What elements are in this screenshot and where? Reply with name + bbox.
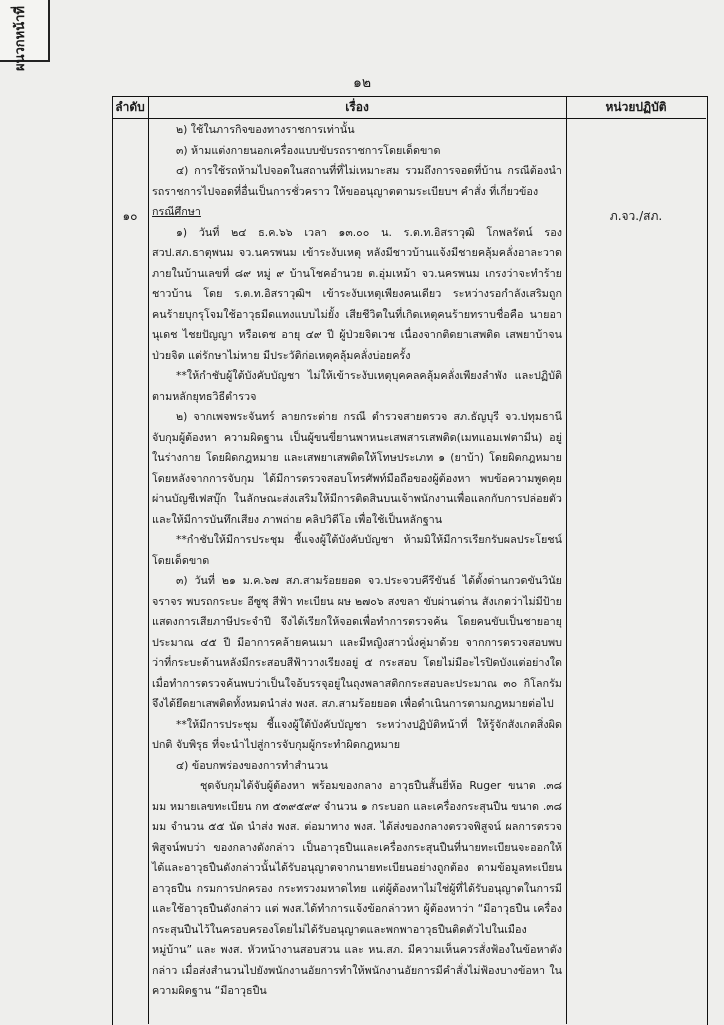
case-1: ๑) วันที่ ๒๔ ธ.ค.๖๖ เวลา ๑๓.๐๐ น. ร.ต.ท.อิสราวุฒิ โกพลรัตน์ รอง สวป.สภ.ธาตุพนม จว.นครพนม เข้าระงับเหตุ หลังมีชาวบ้านแจ้งมีชายคลุ้มคลั่งอาละวาดภายในบ้านเลขที่ ๘๙ หมู่ ๙ บ้านโชคอำนวย ต.อุ่มเหม้า จว.นครพนม เกรงว่าจะทำร้ายชาวบ้าน โดย ร.ต.ท.อิสราวุฒิฯ เข้าระงับเหตุเพียงคนเดียว ระหว่างรอกำลังเสริมถูกคนร้ายบุกรุโจมใช้อาวุธมีดแทงแบบไม่ยั้ง เสียชีวิตในที่เกิดเหตุคนร้ายทราบชื่อคือ นายอานุเดช ไชยปัญญา หรือเดช อายุ ๔๙ ปี ผู้ป่วยจิตเวช เนื่องจากติดยาเสพติด เสพยาบ้าจนป่วยจิต แต่รักษาไม่หาย มีประวัติก่อเหตุคลุ้มคลั่งบ่อยครั้ง bbox=[152, 225, 562, 362]
case-2-note: **กำชับให้มีการประชุม ชี้แจงผู้ใต้บังคับบัญชา ห้ามมิให้มีการเรียกรับผลประโยชน์โดยเด็ดขาด bbox=[152, 533, 562, 567]
responsible-unit: ภ.จว./สภ. bbox=[609, 209, 663, 223]
case-4-heading: ๔) ข้อบกพร่องของการทำสำนวน bbox=[176, 758, 328, 772]
case-3-note: **ให้มีการประชุม ชี้แจงผู้ใต้บังคับบัญชา ระหว่างปฏิบัติหน้าที่ ให้รู้จักสังเกตสิ่งผิดปกติ จับพิรุธ ที่จะนำไปสู่การจับกุมผู้กระทำผิดกฎหมาย bbox=[152, 717, 562, 751]
case-study-heading bbox=[152, 202, 562, 223]
case-3: ๓) วันที่ ๒๑ ม.ค.๖๗ สภ.สามร้อยยอด จว.ประจวบคีรีขันธ์ ได้ตั้งด่านกวดขันวินัยจราจร พบรถกระบะ อีซูซุ สีฟ้า ทะเบียน ผษ ๒๗๐๖ สงขลา ขับผ่านด่าน สังเกตว่าไม่มีป้ายแสดงการเสียภาษีประจำปี จึงได้เรียกให้จอดเพื่อทำการตรวจค้น โดยคนขับเป็นชายอายุประมาณ ๔๕ ปี มีอาการคล้ายคนเมา และมีหญิงสาวนั่งคู่มาด้วย จากการตรวจสอบพบว่าที่กระบะด้านหลังมีกระสอบสีฟ้าวางเรียงอยู่ ๕ กระสอบ โดยไม่มีอะไรปิดบังแต่อย่างใด เมื่อทำการตรวจค้นพบว่าเป็นใจอ้บรรจุอยู่ในถุงพลาสติกกระสอบละประมาณ ๓๐ กิโลกรัม จึงได้ยึดยาเสพติดทั้งหมดนำส่ง พงส. สภ.สามร้อยยอด เพื่อดำเนินการตามกฎหมายต่อไป bbox=[152, 574, 562, 710]
rule-item-2: ๒) ใช้ในภารกิจของทางราชการเท่านั้น bbox=[176, 123, 355, 136]
subject-content bbox=[152, 120, 562, 1002]
header-unit: หน่วยปฏิบัติ bbox=[605, 100, 667, 114]
rule-item-4: ๔) การใช้รถห้ามไปจอดในสถานที่ที่ไม่เหมาะสม รวมถึงการจอดที่บ้าน กรณีต้องนำรถราชการไปจอดที่อื่นเป็นการชั่วคราว ให้ขออนุญาตตามระเบียบฯ คำสั่ง ที่เกี่ยวข้อง bbox=[152, 164, 562, 198]
case-2: ๒) จากเพจพระจันทร์ ลายกระต่าย กรณี ตำรวจสายตรวจ สภ.ธัญบุรี จว.ปทุมธานี จับกุมผู้ต้องหา ความผิดฐาน เป็นผู้ขนขี่ยานพาหนะเสพสารเสพติด(เมทแอมเฟตามีน) อยู่ในร่างกาย โดยผิดกฎหมาย และเสพยาเสพติดให้โทษประเภท ๑ (ยาบ้า) โดยผิดกฎหมาย โดยหลังจากการจับกุม ได้มีการตรวจสอบโทรศัพท์มือถือของผู้ต้องหา พบข้อความพูดคุยผ่านบัญชีเฟสบุ๊ก ในลักษณะส่งเสริมให้มีการติดสินบนเจ้าพนักงานเพื่อแลกกับการปล่อยตัว และให้มีการบันทึกเสียง ภาพถ่าย คลิปวิดีโอ เพื่อใช้เป็นหลักฐาน bbox=[152, 410, 562, 526]
header-subject: เรื่อง bbox=[345, 100, 369, 114]
case-1-note: **ให้กำชับผู้ใต้บังคับบัญชา ไม่ให้เข้าระงับเหตุบุคคลคลุ้มคลั่งเพียงลำพัง และปฏิบัติตามหลักยุทธวิธีตำรวจ bbox=[152, 369, 562, 403]
order-number: ๑๐ bbox=[122, 209, 138, 223]
column-divider bbox=[148, 96, 149, 1024]
stamp-text: ผนวกหน้าที่ bbox=[13, 6, 28, 71]
page-number: ๑๒ bbox=[352, 75, 372, 91]
rule-item-3: ๓) ห้ามแต่งกายนอกเครื่องแบบขับรถราชการโดยเด็ดขาด bbox=[176, 143, 441, 157]
header-divider bbox=[112, 118, 706, 119]
case-4-body: ชุดจับกุมได้จับผู้ต้องหา พร้อมของกลาง อาวุธปืนสั้นยี่ห้อ Ruger ขนาด .๓๘ มม หมายเลขทะเบียน กท ๕๓๙๕๙๙ จำนวน ๑ กระบอก และเครื่องกระสุนปืน ขนาด .๓๘ มม จำนวน ๕๕ นัด นำส่ง พงส. ต่อมาทาง พงส. ได้ส่งของกลางตรวจพิสูจน์ ผลการตรวจพิสูจน์พบว่า ของกลางดังกล่าว เป็นอาวุธปืนและเครื่องกระสุนปืนที่นายทะเบียนจะออกให้ได้และอาวุธปืนดังกล่าวนั้นได้รับอนุญาตจากนายทะเบียนอย่างถูกต้อง ตามข้อมูลทะเบียนอาวุธปืน กรมการปกครอง กระทรวงมหาดไทย แต่ผู้ต้องหาไม่ใช่ผู้ที่ได้รับอนุญาตในการมีและใช้อาวุธปืนดังกล่าว แต่ พงส.ได้ทำการแจ้งข้อกล่าวหา ผู้ต้องหาว่า “มีอาวุธปืน เครื่องกระสุนปืนไว้ในครอบครองโดยไม่ได้รับอนุญาตและพกพาอาวุธปืนติดตัวไปในเมือง หมู่บ้าน” และ พงส. หัวหน้างานสอบสวน และ หน.สภ. มีความเห็นควรสั่งฟ้องในข้อหาดังกล่าว เมื่อส่งสำนวนไปยังพนักงานอัยการทำให้พนักงานอัยการมีคำสั่งไม่ฟ้องบางข้อหา ในความผิดฐาน “มีอาวุธปืน bbox=[152, 779, 562, 997]
attachment-stamp bbox=[0, 0, 50, 71]
case-study-heading-text: กรณีศึกษา bbox=[152, 205, 201, 218]
column-divider bbox=[566, 96, 567, 1024]
header-order: ลำดับ bbox=[115, 100, 145, 114]
